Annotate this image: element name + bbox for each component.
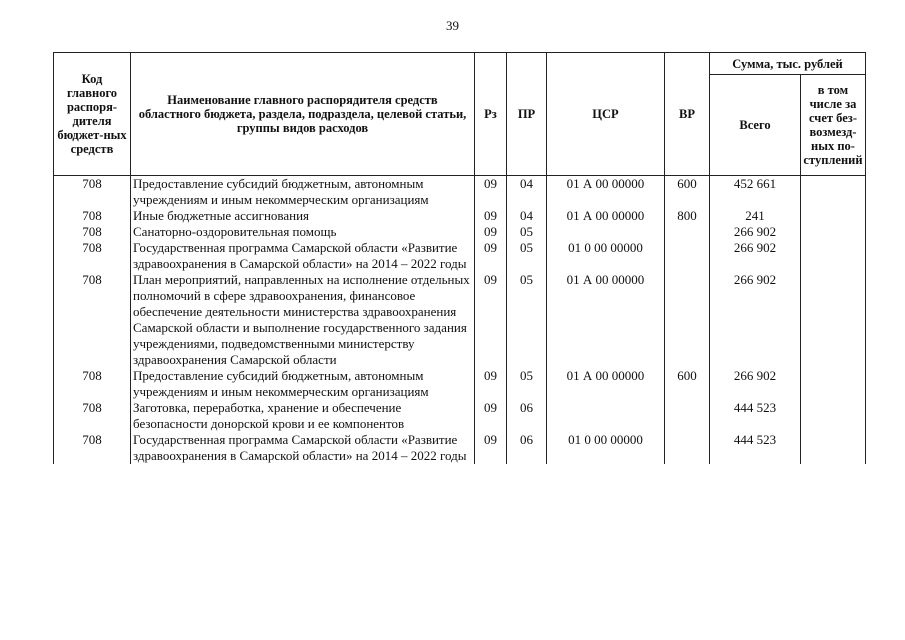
cell-name: Предоставление субсидий бюджетным, автономным учреждениям и иным некоммерческим организациям — [131, 176, 475, 209]
cell-vr: 600 — [665, 176, 710, 209]
cell-code: 708 — [54, 432, 131, 464]
page-number: 39 — [446, 18, 459, 33]
cell-total: 266 902 — [710, 240, 801, 272]
table-row — [54, 208, 866, 224]
table-row — [54, 176, 866, 209]
cell-code: 708 — [54, 224, 131, 240]
cell-name: Предоставление субсидий бюджетным, автономным учреждениям и иным некоммерческим организациям — [131, 368, 475, 400]
cell-name: Государственная программа Самарской области «Развитие здравоохранения в Самарской области» на 2014 – 2022 годы — [131, 240, 475, 272]
cell-vr — [665, 224, 710, 240]
cell-pr: 05 — [507, 224, 547, 240]
header-incl: в том числе за счет без-возмезд-ных по-ступлений — [801, 75, 866, 176]
table-body — [54, 176, 866, 465]
cell-rz: 09 — [475, 368, 507, 400]
cell-incl — [801, 432, 866, 464]
cell-incl — [801, 208, 866, 224]
cell-rz: 09 — [475, 400, 507, 432]
cell-csr: 01 А 00 00000 — [547, 176, 665, 209]
cell-vr — [665, 272, 710, 368]
header-sum: Сумма, тыс. рублей — [710, 53, 866, 75]
cell-name: План мероприятий, направленных на исполнение отдельных полномочий в сфере здравоохранения, финансовое обеспечение деятельности министерства здравоохранения Самарской области и выполнение государственного задания учреждениями, подведомственными министерству здравоохранения Самарской области — [131, 272, 475, 368]
cell-total: 241 — [710, 208, 801, 224]
table-row — [54, 400, 866, 432]
budget-table — [53, 52, 866, 464]
header-total: Всего — [710, 75, 801, 176]
cell-name: Заготовка, переработка, хранение и обеспечение безопасности донорской крови и ее компонентов — [131, 400, 475, 432]
cell-name: Иные бюджетные ассигнования — [131, 208, 475, 224]
cell-vr — [665, 432, 710, 464]
header-name: Наименование главного распорядителя средств областного бюджета, раздела, подраздела, целевой статьи, группы видов расходов — [131, 53, 475, 176]
cell-incl — [801, 176, 866, 209]
cell-total: 452 661 — [710, 176, 801, 209]
cell-rz: 09 — [475, 224, 507, 240]
cell-rz: 09 — [475, 208, 507, 224]
cell-name: Санаторно-оздоровительная помощь — [131, 224, 475, 240]
cell-incl — [801, 400, 866, 432]
cell-rz: 09 — [475, 176, 507, 209]
cell-pr: 04 — [507, 208, 547, 224]
cell-pr: 05 — [507, 272, 547, 368]
cell-rz: 09 — [475, 240, 507, 272]
cell-rz: 09 — [475, 432, 507, 464]
cell-vr — [665, 240, 710, 272]
cell-pr: 04 — [507, 176, 547, 209]
cell-code: 708 — [54, 368, 131, 400]
cell-incl — [801, 368, 866, 400]
header-pr: ПР — [507, 53, 547, 176]
header-csr: ЦСР — [547, 53, 665, 176]
cell-vr — [665, 400, 710, 432]
table-row — [54, 272, 866, 368]
cell-csr: 01 А 00 00000 — [547, 272, 665, 368]
cell-pr: 05 — [507, 240, 547, 272]
cell-incl — [801, 224, 866, 240]
cell-csr: 01 А 00 00000 — [547, 208, 665, 224]
cell-name: Государственная программа Самарской области «Развитие здравоохранения в Самарской области» на 2014 – 2022 годы — [131, 432, 475, 464]
cell-total: 266 902 — [710, 368, 801, 400]
cell-code: 708 — [54, 208, 131, 224]
header-vr: ВР — [665, 53, 710, 176]
table-row — [54, 224, 866, 240]
cell-pr: 06 — [507, 432, 547, 464]
cell-code: 708 — [54, 176, 131, 209]
cell-pr: 06 — [507, 400, 547, 432]
cell-pr: 05 — [507, 368, 547, 400]
cell-incl — [801, 272, 866, 368]
cell-total: 266 902 — [710, 224, 801, 240]
cell-csr — [547, 400, 665, 432]
table-row — [54, 240, 866, 272]
table-row — [54, 432, 866, 464]
table-row — [54, 368, 866, 400]
header-rz: Рз — [475, 53, 507, 176]
cell-total: 266 902 — [710, 272, 801, 368]
cell-total: 444 523 — [710, 432, 801, 464]
cell-incl — [801, 240, 866, 272]
cell-csr: 01 А 00 00000 — [547, 368, 665, 400]
cell-rz: 09 — [475, 272, 507, 368]
cell-vr: 800 — [665, 208, 710, 224]
cell-total: 444 523 — [710, 400, 801, 432]
cell-csr — [547, 224, 665, 240]
header-code: Код главного распоря-дителя бюджет-ных средств — [54, 53, 131, 176]
cell-csr: 01 0 00 00000 — [547, 240, 665, 272]
cell-code: 708 — [54, 272, 131, 368]
cell-csr: 01 0 00 00000 — [547, 432, 665, 464]
cell-code: 708 — [54, 240, 131, 272]
cell-code: 708 — [54, 400, 131, 432]
cell-vr: 600 — [665, 368, 710, 400]
